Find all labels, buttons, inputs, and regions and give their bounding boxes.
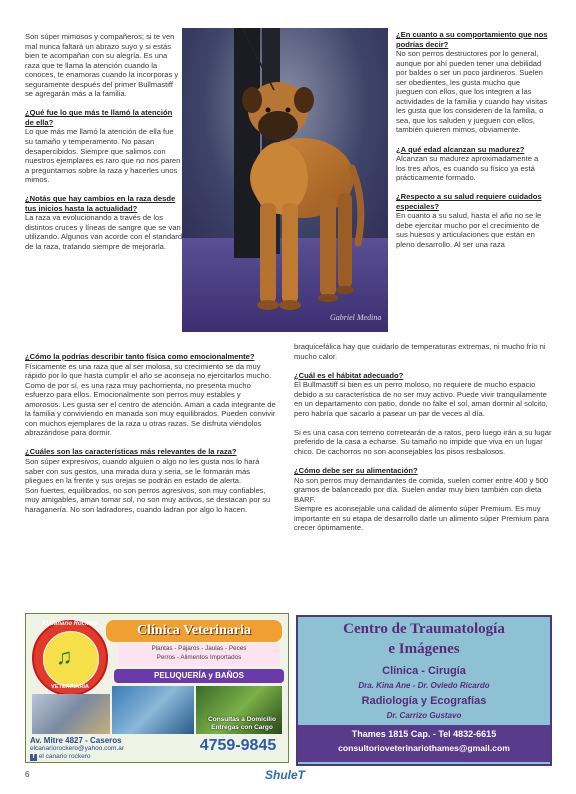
answer-continuation: braquicefálica hay que cuidarlo de temperaturas extremas, ni mucho frío ni mucho calor. [294,342,546,361]
qa-block [25,108,183,184]
answer-text: Alcanzan su madurez aproximadamente a los tres años, es cuando su físico ya está prácticamente formado. [396,154,539,183]
qa-block [25,352,277,438]
ad-line-food: Perros - Alimentos Importados [156,654,242,661]
ad-email[interactable]: elcanariorockero@yahoo.com.ar [30,745,125,752]
logo-ring-bottom-text: VETERINARIA [51,684,89,690]
logo-ring-top-text: El Canario Rockero [42,621,98,627]
left-lower-column [25,352,277,514]
answer-text: Si es una casa con terreno corretearán de a ratos, pero luego irán a su lugar preferido de la casa a echarse. Su tamaño no impide que viva en un lugar chico. De cachorros no son aconsejables los pisos resbalosos. [294,427,552,456]
question-heading: ¿Notás que hay cambios en la raza desde tus inicios hasta la actualidad? [25,194,176,213]
answer-text: Siempre es aconsejable una calidad de alimento súper Premium. Es muy importante en su etapa de desarrollo darle un alimento súper Premium para crecer óptimamente. [294,504,549,533]
ad-title-line2: e Imágenes [388,641,460,657]
magazine-logo: ShuleT [265,768,306,782]
shop-photo [32,694,110,734]
ad-title: Clínica Veterinaria [106,620,282,642]
ad-consult: Consultas a Domicilio [208,716,276,723]
ad-phone[interactable]: 4759-9845 [199,737,277,754]
ad-line-products: Plantas - Pájaros - Jaulas - Peces [151,645,247,652]
qa-block [396,30,548,135]
question-heading: ¿Cómo la podrías describir tanto física como emocionalmente? [25,352,255,361]
intro-paragraph: Son súper mimosos y compañeros; si te ven mal nunca faltará un abrazo suyo y si estás bien te acompañan con su alegría. Es una raza que te llama la atención cuando la conoces, te enamoras cuando la incorporas y seguramente después del primer Bullmastiff se agregarán más a la familia. [25,32,179,99]
qa-block [294,371,552,419]
facebook-icon: f [30,754,37,761]
bird-icon: ♫ [56,644,73,669]
qa-block [25,447,277,514]
answer-text: En cuanto a su salud, hasta el año no se le debe ejercitar mucho por el crecimiento de sus huesos y articulaciones que están en pleno desarrollo. Al ser una raza [396,211,542,249]
ad-address: Av. Mitre 4827 - Caseros [30,736,122,745]
ad-address-phone: Thames 1815 Cap. - Tel 4832-6615 [351,729,497,739]
answer-text: Físicamente es una raza que al ser molosa, su crecimiento se da muy rápido por lo que hasta cumplir el año se aconseja no ejercitarlos mucho. Como de por sí, es una raza muy pachorrienta, no presenta mucho esfuerzo para ellos. Emocionalmente son perros muy estables y amorosos. Les gusta ser el centro de atención. Aman a cada integrante de la familia y conviviendo en manada son muy equilibrados. Pueden convivir con muchos ejemplares de la raza u otras razas. Se disfruta viéndolos abrazándose para dormir. [25,361,276,438]
ad-subtitle-clinic: Clínica - Cirugía [382,665,466,677]
question-heading: ¿Cómo debe ser su alimentación? [294,465,418,475]
question-heading: ¿Respecto a su salud requiere cuidados especiales? [396,192,542,211]
question-heading: ¿En cuanto a su comportamiento que nos podrías decir? [396,30,548,49]
page-number: 6 [25,770,30,779]
right-column [396,30,548,259]
photo-signature: Gabriel Medina [330,313,382,322]
facebook-link[interactable] [30,753,190,761]
aquarium-photo [112,686,194,734]
qa-block [25,194,183,251]
answer-text: El Bullmastiff si bien es un perro moloso, no requiere de mucho espacio debido a su característica de no ser muy activo. Puede vivir tranquilamente en un departamento con patio, donde no falte el sol, aman dormir al solcito, pero habría que sacarlo a pasear un par de veces al día. [294,380,548,418]
answer-text: La raza va evolucionando a través de los distintos cruces y líneas de sangre que se van utilizando. Algunos van acorde con el standard de la raza, tratando siempre de mejorarla. [25,213,183,251]
ad-delivery: Entregas con Cargo [211,724,273,731]
qa-block [396,145,548,183]
answer-text: Lo que más me llamó la atención de ella fue su tamaño y temperamento. No pasan desapercibidos. Siempre que salimos con nuestros ejemplares es raro que no nos paren a preguntarnos sobre la raza y hacerles unos mimos. [25,127,181,185]
question-heading: ¿Cuál es el hábitat adecuado? [294,370,404,380]
facebook-label: el canario rockero [38,753,91,760]
qa-block [294,466,552,533]
trauma-center-ad[interactable] [296,615,552,766]
answer-text: Son fuertes, equilibrados, no son perros agresivos, son muy confiables, muy amigables, aman tomar sol, no son muy activos, se destacan por su haraganería. No son ladradores, cuando ladran por algo lo hacen. [25,485,271,514]
canario-rockero-logo [32,620,108,696]
ad-subtitle-radiology: Radiología y Ecografías [361,695,487,707]
qa-block [396,192,548,249]
vet-clinic-ad[interactable] [25,613,289,763]
right-lower-column [294,342,552,542]
ad-services: PELUQUERÍA y BAÑOS [114,669,284,683]
dog-illustration [182,28,388,332]
answer-text: No son perros muy demandantes de comida, suelen comer entre 400 y 500 gramos de balanceado por día. Suelen andar muy bien también con dieta BARF. [294,475,549,504]
ad-title-line1: Centro de Traumatología [343,621,505,637]
question-heading: ¿A qué edad alcanzan su madurez? [396,144,525,154]
left-column [25,32,183,261]
ad-doctors-2: Dr. Carrizo Gustavo [386,711,462,720]
question-heading: ¿Cuáles son las características más relevantes de la raza? [25,447,237,457]
bullmastiff-photo [182,28,388,332]
answer-text: Son súper expresivos, cuando alguien o algo no les gusta nos lo hará saber con sus gestos, una mirada dura y seria, se le formarán más pliegues en la frente y sus orejas se podrán en estado de alerta. [25,456,260,486]
answer-text: No son perros destructores por lo general, aunque por ahí pueden tener una debilidad por baldes o ser un poco jardineros. Suelen ser obedientes, les gusta mucho que jueguen con ellos, que los integren a las actividades de la familia y cuando hay visitas les gusta que los consideren de la familia, o sea, que los saluden y jueguen con ellos, también quieren mimos, obviamente. [396,49,548,135]
question-heading: ¿Qué fue lo que más te llamó la atención de ella? [25,108,173,127]
ad-doctors-1: Dra. Kina Ane - Dr. Oviedo Ricardo [358,681,490,690]
ad-email[interactable]: consultorioveterinariothames@gmail.com [338,743,510,753]
